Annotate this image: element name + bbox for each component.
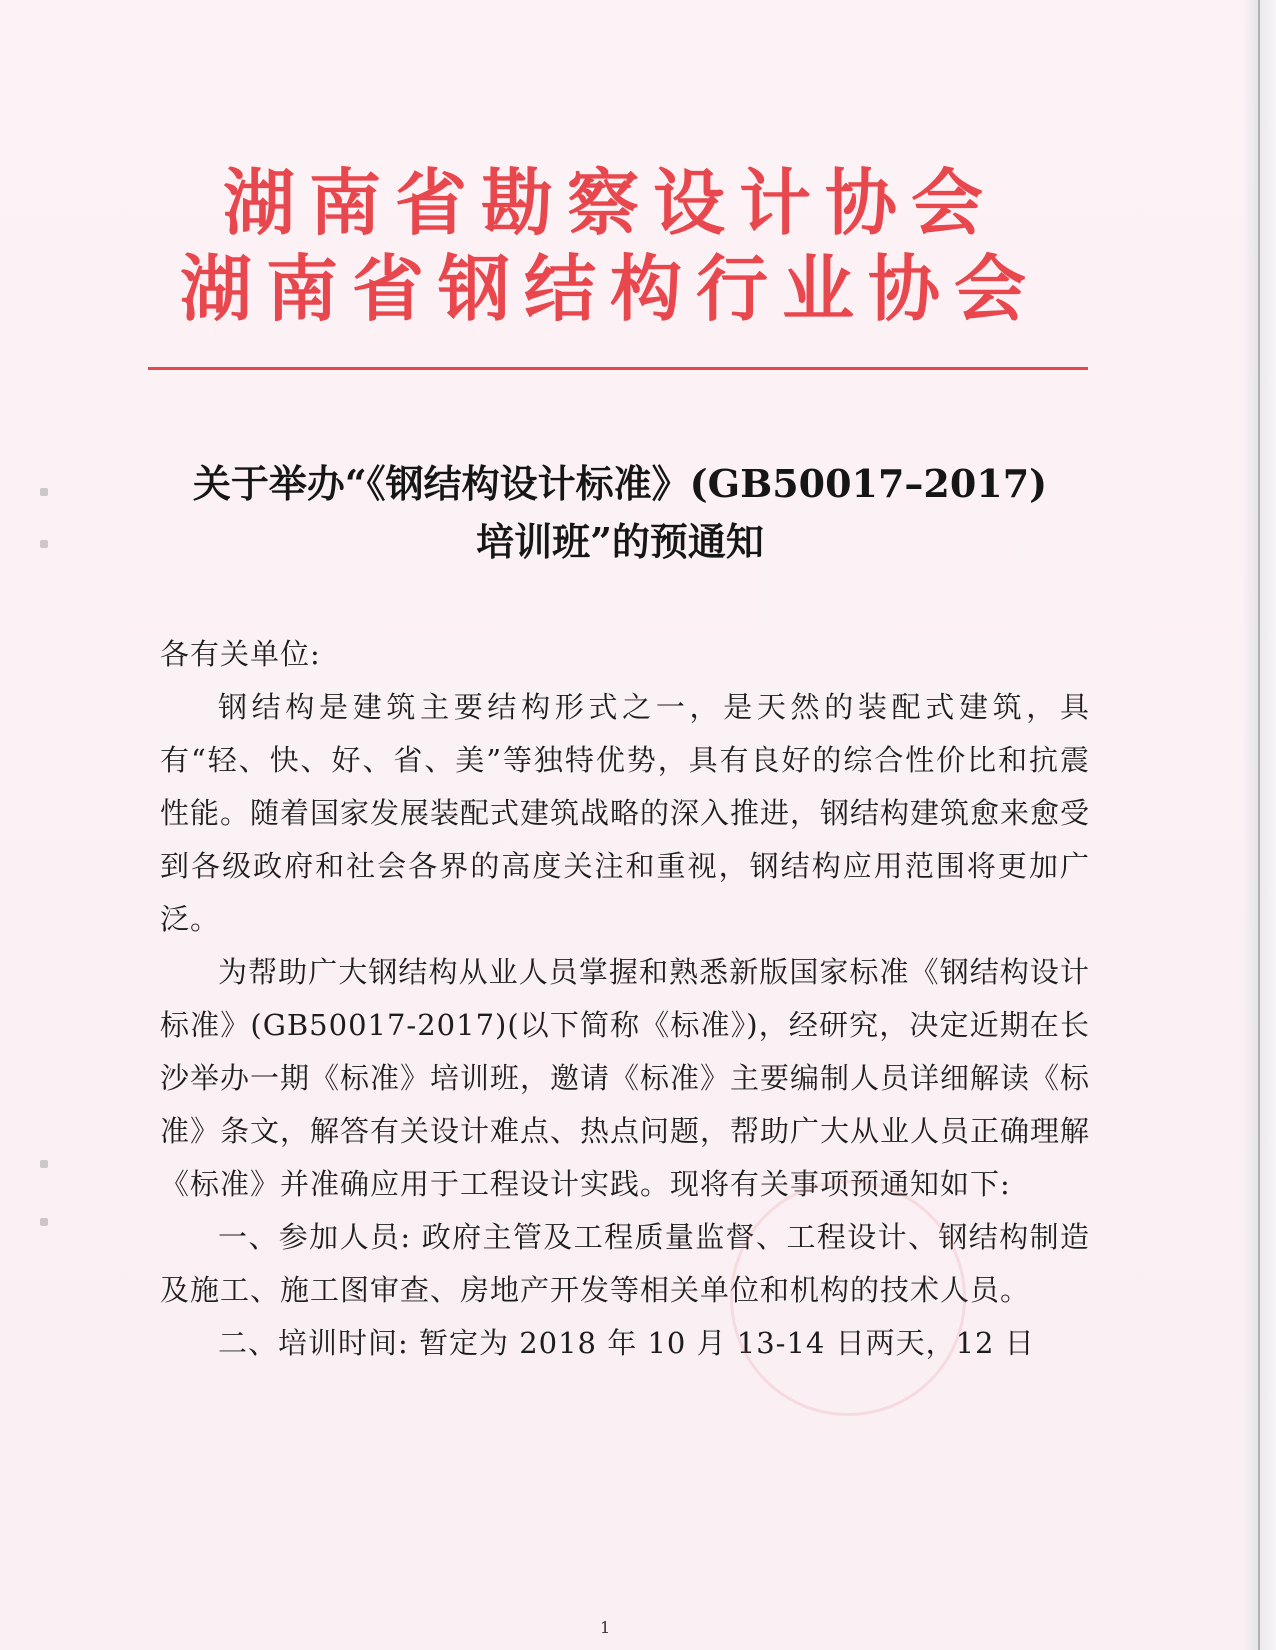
- page-number: 1: [600, 1618, 611, 1637]
- paragraph-purpose: 为帮助广大钢结构从业人员掌握和熟悉新版国家标准《钢结构设计标准》(GB50017-2017)(以下简称《标准》)，经研究，决定近期在长沙举办一期《标准》培训班，邀请《标准》主要编制人员详细解读《标准》条文，解答有关设计难点、热点问题，帮助广大从业人员正确理解《标准》并准确应用于工程设计实践。现将有关事项预通知如下:: [160, 955, 1091, 1201]
- document-title: [150, 455, 1090, 571]
- title-line-2: 培训班”的预通知: [476, 519, 764, 564]
- scan-speck: [40, 540, 48, 548]
- scan-speck: [40, 1218, 48, 1226]
- paragraph-participants: 一、参加人员: 政府主管及工程质量监督、工程设计、钢结构制造及施工、施工图审查、房地产开发等相关单位和机构的技术人员。: [160, 1220, 1090, 1307]
- letterhead: [150, 160, 1070, 332]
- salutation: 各有关单位:: [160, 637, 321, 671]
- scan-speck: [40, 488, 48, 496]
- letterhead-org-1: 湖南省勘察设计协会: [222, 161, 997, 245]
- letterhead-divider: [148, 367, 1088, 370]
- paragraph-intro: 钢结构是建筑主要结构形式之一，是天然的装配式建筑，具有“轻、快、好、省、美”等独特优势，具有良好的综合性价比和抗震性能。随着国家发展装配式建筑战略的深入推进，钢结构建筑愈来愈受到各级政府和社会各界的高度关注和重视，钢结构应用范围将更加广泛。: [160, 690, 1091, 936]
- letterhead-org-2: 湖南省钢结构行业协会: [179, 247, 1040, 331]
- scan-speck: [40, 1160, 48, 1168]
- paragraph-training-time: 二、培训时间: 暂定为 2018 年 10 月 13-14 日两天，12 日: [218, 1326, 1035, 1360]
- scan-line: [1258, 0, 1260, 1650]
- document-body: [160, 628, 1090, 1370]
- title-line-1: 关于举办“《钢结构设计标准》(GB50017–2017): [192, 461, 1048, 506]
